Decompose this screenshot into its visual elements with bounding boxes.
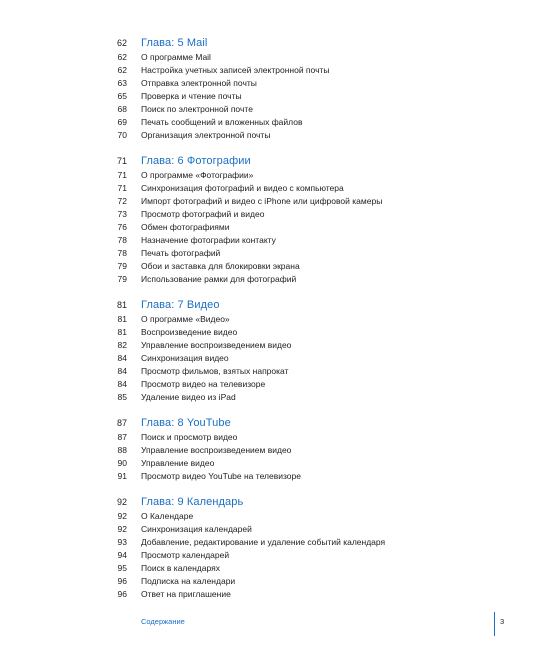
entry-page-number: 94 bbox=[117, 550, 127, 560]
chapter-page-number: 87 bbox=[116, 418, 127, 428]
entry-title[interactable]: Назначение фотографии контакту bbox=[141, 235, 276, 245]
footer-divider bbox=[494, 612, 495, 636]
entry-page-number: 92 bbox=[117, 511, 127, 521]
entry-page-number: 71 bbox=[117, 170, 127, 180]
table-of-contents bbox=[0, 36, 540, 613]
chapter-heading[interactable] bbox=[0, 495, 540, 510]
entry-page-number: 71 bbox=[117, 183, 127, 193]
toc-entry[interactable] bbox=[0, 103, 540, 116]
entry-page-number: 70 bbox=[117, 130, 127, 140]
entry-page-number: 62 bbox=[117, 65, 127, 75]
entry-page-number: 78 bbox=[117, 248, 127, 258]
toc-entry[interactable] bbox=[0, 562, 540, 575]
toc-entry[interactable] bbox=[0, 169, 540, 182]
toc-entry[interactable] bbox=[0, 90, 540, 103]
entry-title[interactable]: Управление видео bbox=[141, 458, 215, 468]
entry-title[interactable]: О Календаре bbox=[141, 511, 194, 521]
entry-page-number: 93 bbox=[117, 537, 127, 547]
entry-page-number: 88 bbox=[117, 445, 127, 455]
entry-title[interactable]: Обои и заставка для блокировки экрана bbox=[141, 261, 300, 271]
entry-page-number: 65 bbox=[117, 91, 127, 101]
toc-entry[interactable] bbox=[0, 391, 540, 404]
toc-entry[interactable] bbox=[0, 470, 540, 483]
entry-page-number: 84 bbox=[117, 379, 127, 389]
entry-title[interactable]: Удаление видео из iPad bbox=[141, 392, 236, 402]
entry-title[interactable]: Поиск и просмотр видео bbox=[141, 432, 238, 442]
toc-entry[interactable] bbox=[0, 326, 540, 339]
entry-page-number: 82 bbox=[117, 340, 127, 350]
toc-entry[interactable] bbox=[0, 182, 540, 195]
entry-page-number: 62 bbox=[117, 52, 127, 62]
toc-entry[interactable] bbox=[0, 195, 540, 208]
entry-title[interactable]: Добавление, редактирование и удаление событий календаря bbox=[141, 537, 386, 547]
toc-entry[interactable] bbox=[0, 64, 540, 77]
footer-section-label[interactable]: Содержание bbox=[141, 617, 185, 626]
entry-title[interactable]: Организация электронной почты bbox=[141, 130, 271, 140]
toc-entry[interactable] bbox=[0, 116, 540, 129]
toc-entry[interactable] bbox=[0, 352, 540, 365]
entry-title[interactable]: Воспроизведение видео bbox=[141, 327, 238, 337]
toc-entry[interactable] bbox=[0, 575, 540, 588]
entry-title[interactable]: Ответ на приглашение bbox=[141, 589, 231, 599]
entry-page-number: 95 bbox=[117, 563, 127, 573]
entry-page-number: 96 bbox=[117, 589, 127, 599]
entry-page-number: 76 bbox=[117, 222, 127, 232]
entry-title[interactable]: Синхронизация фотографий и видео с компьютера bbox=[141, 183, 344, 193]
toc-entry[interactable] bbox=[0, 260, 540, 273]
chapter-title[interactable]: Глава: 6 Фотографии bbox=[141, 155, 251, 167]
entry-title[interactable]: О программе Mail bbox=[141, 52, 211, 62]
toc-entry[interactable] bbox=[0, 129, 540, 142]
chapter-9 bbox=[0, 495, 540, 601]
entry-title[interactable]: Просмотр видео YouTube на телевизоре bbox=[141, 471, 301, 481]
entry-page-number: 84 bbox=[117, 353, 127, 363]
entry-title[interactable]: Отправка электронной почты bbox=[141, 78, 257, 88]
toc-entry[interactable] bbox=[0, 431, 540, 444]
entry-page-number: 91 bbox=[117, 471, 127, 481]
footer-page-number: 3 bbox=[500, 617, 505, 626]
entry-page-number: 87 bbox=[117, 432, 127, 442]
entry-page-number: 68 bbox=[117, 104, 127, 114]
chapter-title[interactable]: Глава: 9 Календарь bbox=[141, 496, 244, 508]
chapter-page-number: 71 bbox=[116, 156, 127, 166]
entry-title[interactable]: Настройка учетных записей электронной почты bbox=[141, 65, 330, 75]
entry-title[interactable]: Просмотр видео на телевизоре bbox=[141, 379, 266, 389]
entry-page-number: 85 bbox=[117, 392, 127, 402]
chapter-heading[interactable] bbox=[0, 416, 540, 431]
chapter-heading[interactable] bbox=[0, 154, 540, 169]
entry-page-number: 63 bbox=[117, 78, 127, 88]
toc-entry[interactable] bbox=[0, 51, 540, 64]
entry-title[interactable]: Поиск в календарях bbox=[141, 563, 220, 573]
entry-title[interactable]: Печать сообщений и вложенных файлов bbox=[141, 117, 303, 127]
entry-title[interactable]: Поиск по электронной почте bbox=[141, 104, 253, 114]
entry-title[interactable]: Просмотр календарей bbox=[141, 550, 230, 560]
chapter-page-number: 81 bbox=[116, 300, 127, 310]
entry-page-number: 90 bbox=[117, 458, 127, 468]
chapter-8 bbox=[0, 416, 540, 483]
entry-title[interactable]: Просмотр фильмов, взятых напрокат bbox=[141, 366, 289, 376]
toc-entry[interactable] bbox=[0, 221, 540, 234]
entry-page-number: 73 bbox=[117, 209, 127, 219]
toc-entry[interactable] bbox=[0, 444, 540, 457]
entry-title[interactable]: Управление воспроизведением видео bbox=[141, 445, 292, 455]
entry-page-number: 81 bbox=[117, 327, 127, 337]
chapter-5 bbox=[0, 36, 540, 142]
entry-page-number: 81 bbox=[117, 314, 127, 324]
toc-entry[interactable] bbox=[0, 549, 540, 562]
toc-entry[interactable] bbox=[0, 247, 540, 260]
toc-entry[interactable] bbox=[0, 536, 540, 549]
toc-entry[interactable] bbox=[0, 208, 540, 221]
entry-title[interactable]: О программе «Видео» bbox=[141, 314, 230, 324]
chapter-6 bbox=[0, 154, 540, 286]
entry-page-number: 69 bbox=[117, 117, 127, 127]
entry-page-number: 78 bbox=[117, 235, 127, 245]
entry-title[interactable]: Обмен фотографиями bbox=[141, 222, 230, 232]
entry-page-number: 92 bbox=[117, 524, 127, 534]
entry-title[interactable]: Синхронизация календарей bbox=[141, 524, 252, 534]
toc-entry[interactable] bbox=[0, 77, 540, 90]
entry-page-number: 96 bbox=[117, 576, 127, 586]
chapter-page-number: 62 bbox=[116, 38, 127, 48]
entry-title[interactable]: Синхронизация видео bbox=[141, 353, 229, 363]
chapter-heading[interactable] bbox=[0, 36, 540, 51]
entry-page-number: 79 bbox=[117, 261, 127, 271]
entry-title[interactable]: Управление воспроизведением видео bbox=[141, 340, 292, 350]
entry-title[interactable]: Печать фотографий bbox=[141, 248, 221, 258]
entry-title[interactable]: Подписка на календари bbox=[141, 576, 236, 586]
chapter-title[interactable]: Глава: 7 Видео bbox=[141, 299, 220, 311]
chapter-page-number: 92 bbox=[116, 497, 127, 507]
toc-entry[interactable] bbox=[0, 523, 540, 536]
entry-title[interactable]: Использование рамки для фотографий bbox=[141, 274, 297, 284]
chapter-title[interactable]: Глава: 5 Mail bbox=[141, 37, 208, 49]
toc-entry[interactable] bbox=[0, 234, 540, 247]
chapter-title[interactable]: Глава: 8 YouTube bbox=[141, 417, 231, 429]
entry-title[interactable]: Импорт фотографий и видео с iPhone или цифровой камеры bbox=[141, 196, 383, 206]
toc-entry[interactable] bbox=[0, 378, 540, 391]
entry-title[interactable]: О программе «Фотографии» bbox=[141, 170, 254, 180]
toc-entry[interactable] bbox=[0, 313, 540, 326]
chapter-heading[interactable] bbox=[0, 298, 540, 313]
toc-entry[interactable] bbox=[0, 510, 540, 523]
entry-page-number: 72 bbox=[117, 196, 127, 206]
entry-title[interactable]: Проверка и чтение почты bbox=[141, 91, 242, 101]
entry-page-number: 84 bbox=[117, 366, 127, 376]
toc-entry[interactable] bbox=[0, 273, 540, 286]
toc-entry[interactable] bbox=[0, 339, 540, 352]
chapter-7 bbox=[0, 298, 540, 404]
entry-title[interactable]: Просмотр фотографий и видео bbox=[141, 209, 265, 219]
toc-entry[interactable] bbox=[0, 365, 540, 378]
toc-entry[interactable] bbox=[0, 588, 540, 601]
entry-page-number: 79 bbox=[117, 274, 127, 284]
toc-entry[interactable] bbox=[0, 457, 540, 470]
